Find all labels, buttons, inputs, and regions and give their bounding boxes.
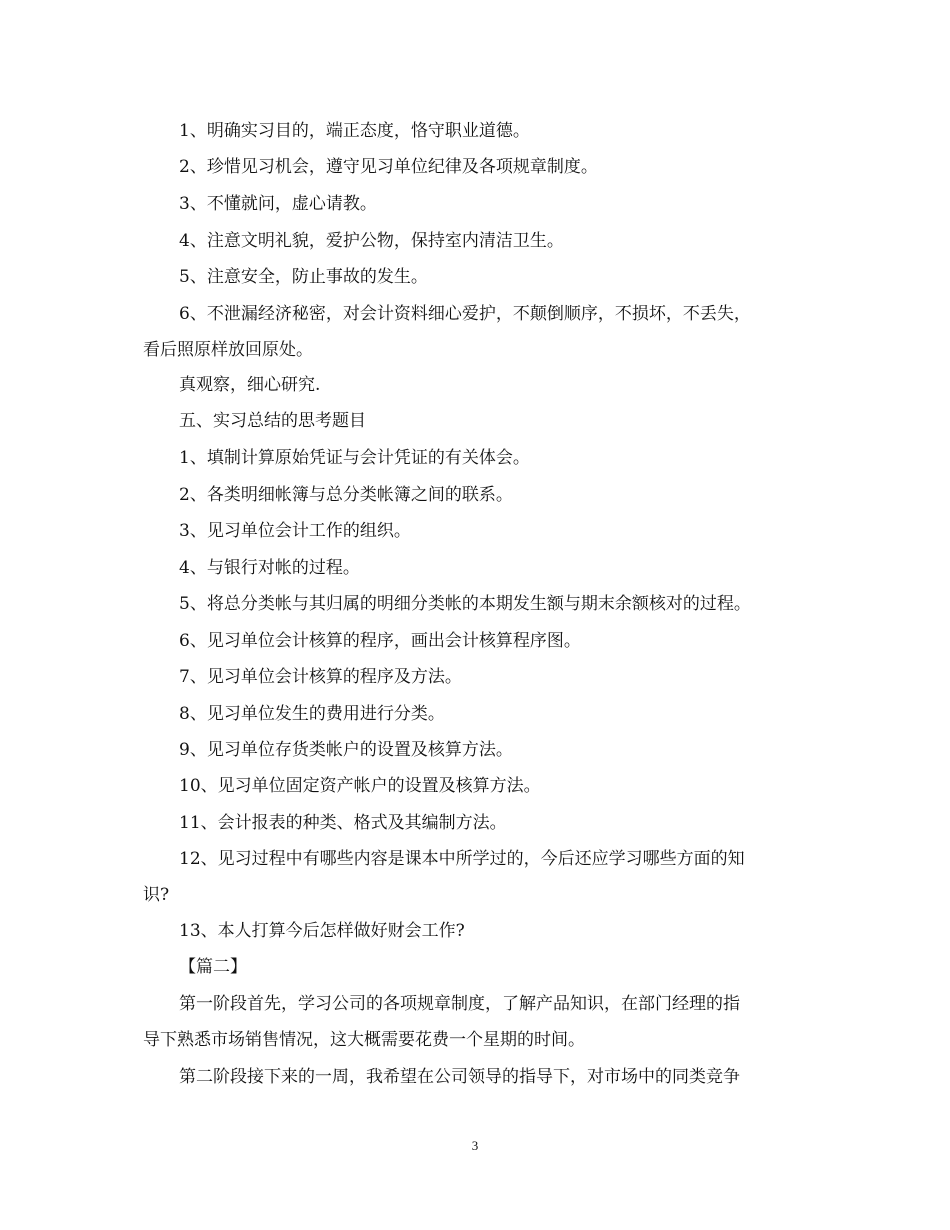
text-line: 识? — [143, 885, 170, 905]
text-line: 看后照原样放回原处。 — [143, 340, 313, 360]
text-line: 4、与银行对帐的过程。 — [179, 558, 360, 578]
section-heading: 五、实习总结的思考题目 — [179, 411, 366, 431]
text-line: 5、将总分类帐与其归属的明细分类帐的本期发生额与期末余额核对的过程。 — [179, 594, 751, 614]
text-line: 12、见习过程中有哪些内容是课本中所学过的，今后还应学习哪些方面的知 — [179, 849, 745, 869]
text-line: 6、不泄漏经济秘密，对会计资料细心爱护，不颠倒顺序，不损坏，不丢失， — [179, 304, 751, 324]
text-line: 9、见习单位存货类帐户的设置及核算方法。 — [179, 740, 513, 760]
text-line: 第二阶段接下来的一周，我希望在公司领导的指导下，对市场中的同类竞争 — [179, 1067, 740, 1087]
text-line: 4、注意文明礼貌，爱护公物，保持室内清洁卫生。 — [179, 231, 564, 251]
text-line: 11、会计报表的种类、格式及其编制方法。 — [179, 813, 507, 833]
text-line: 8、见习单位发生的费用进行分类。 — [179, 704, 445, 724]
text-line: 7、见习单位会计核算的程序及方法。 — [179, 667, 462, 687]
text-line: 10、见习单位固定资产帐户的设置及核算方法。 — [179, 776, 541, 796]
text-line: 6、见习单位会计核算的程序，画出会计核算程序图。 — [179, 631, 581, 651]
text-line: 5、注意安全，防止事故的发生。 — [179, 267, 428, 287]
text-line: 13、本人打算今后怎样做好财会工作? — [179, 921, 465, 941]
text-line: 真观察，细心研究. — [179, 375, 321, 395]
text-line: 3、见习单位会计工作的组织。 — [179, 521, 411, 541]
text-line: 导下熟悉市场销售情况，这大概需要花费一个星期的时间。 — [143, 1030, 585, 1050]
text-line: 第一阶段首先，学习公司的各项规章制度，了解产品知识，在部门经理的指 — [179, 994, 740, 1014]
text-line: 3、不懂就问，虚心请教。 — [179, 194, 377, 214]
text-line: 1、明确实习目的，端正态度，恪守职业道德。 — [179, 121, 530, 141]
page-number: 3 — [471, 1138, 479, 1153]
section-heading: 【篇二】 — [179, 957, 247, 977]
text-line: 2、珍惜见习机会，遵守见习单位纪律及各项规章制度。 — [179, 157, 598, 177]
text-line: 2、各类明细帐簿与总分类帐簿之间的联系。 — [179, 485, 513, 505]
text-line: 1、填制计算原始凭证与会计凭证的有关体会。 — [179, 448, 530, 468]
